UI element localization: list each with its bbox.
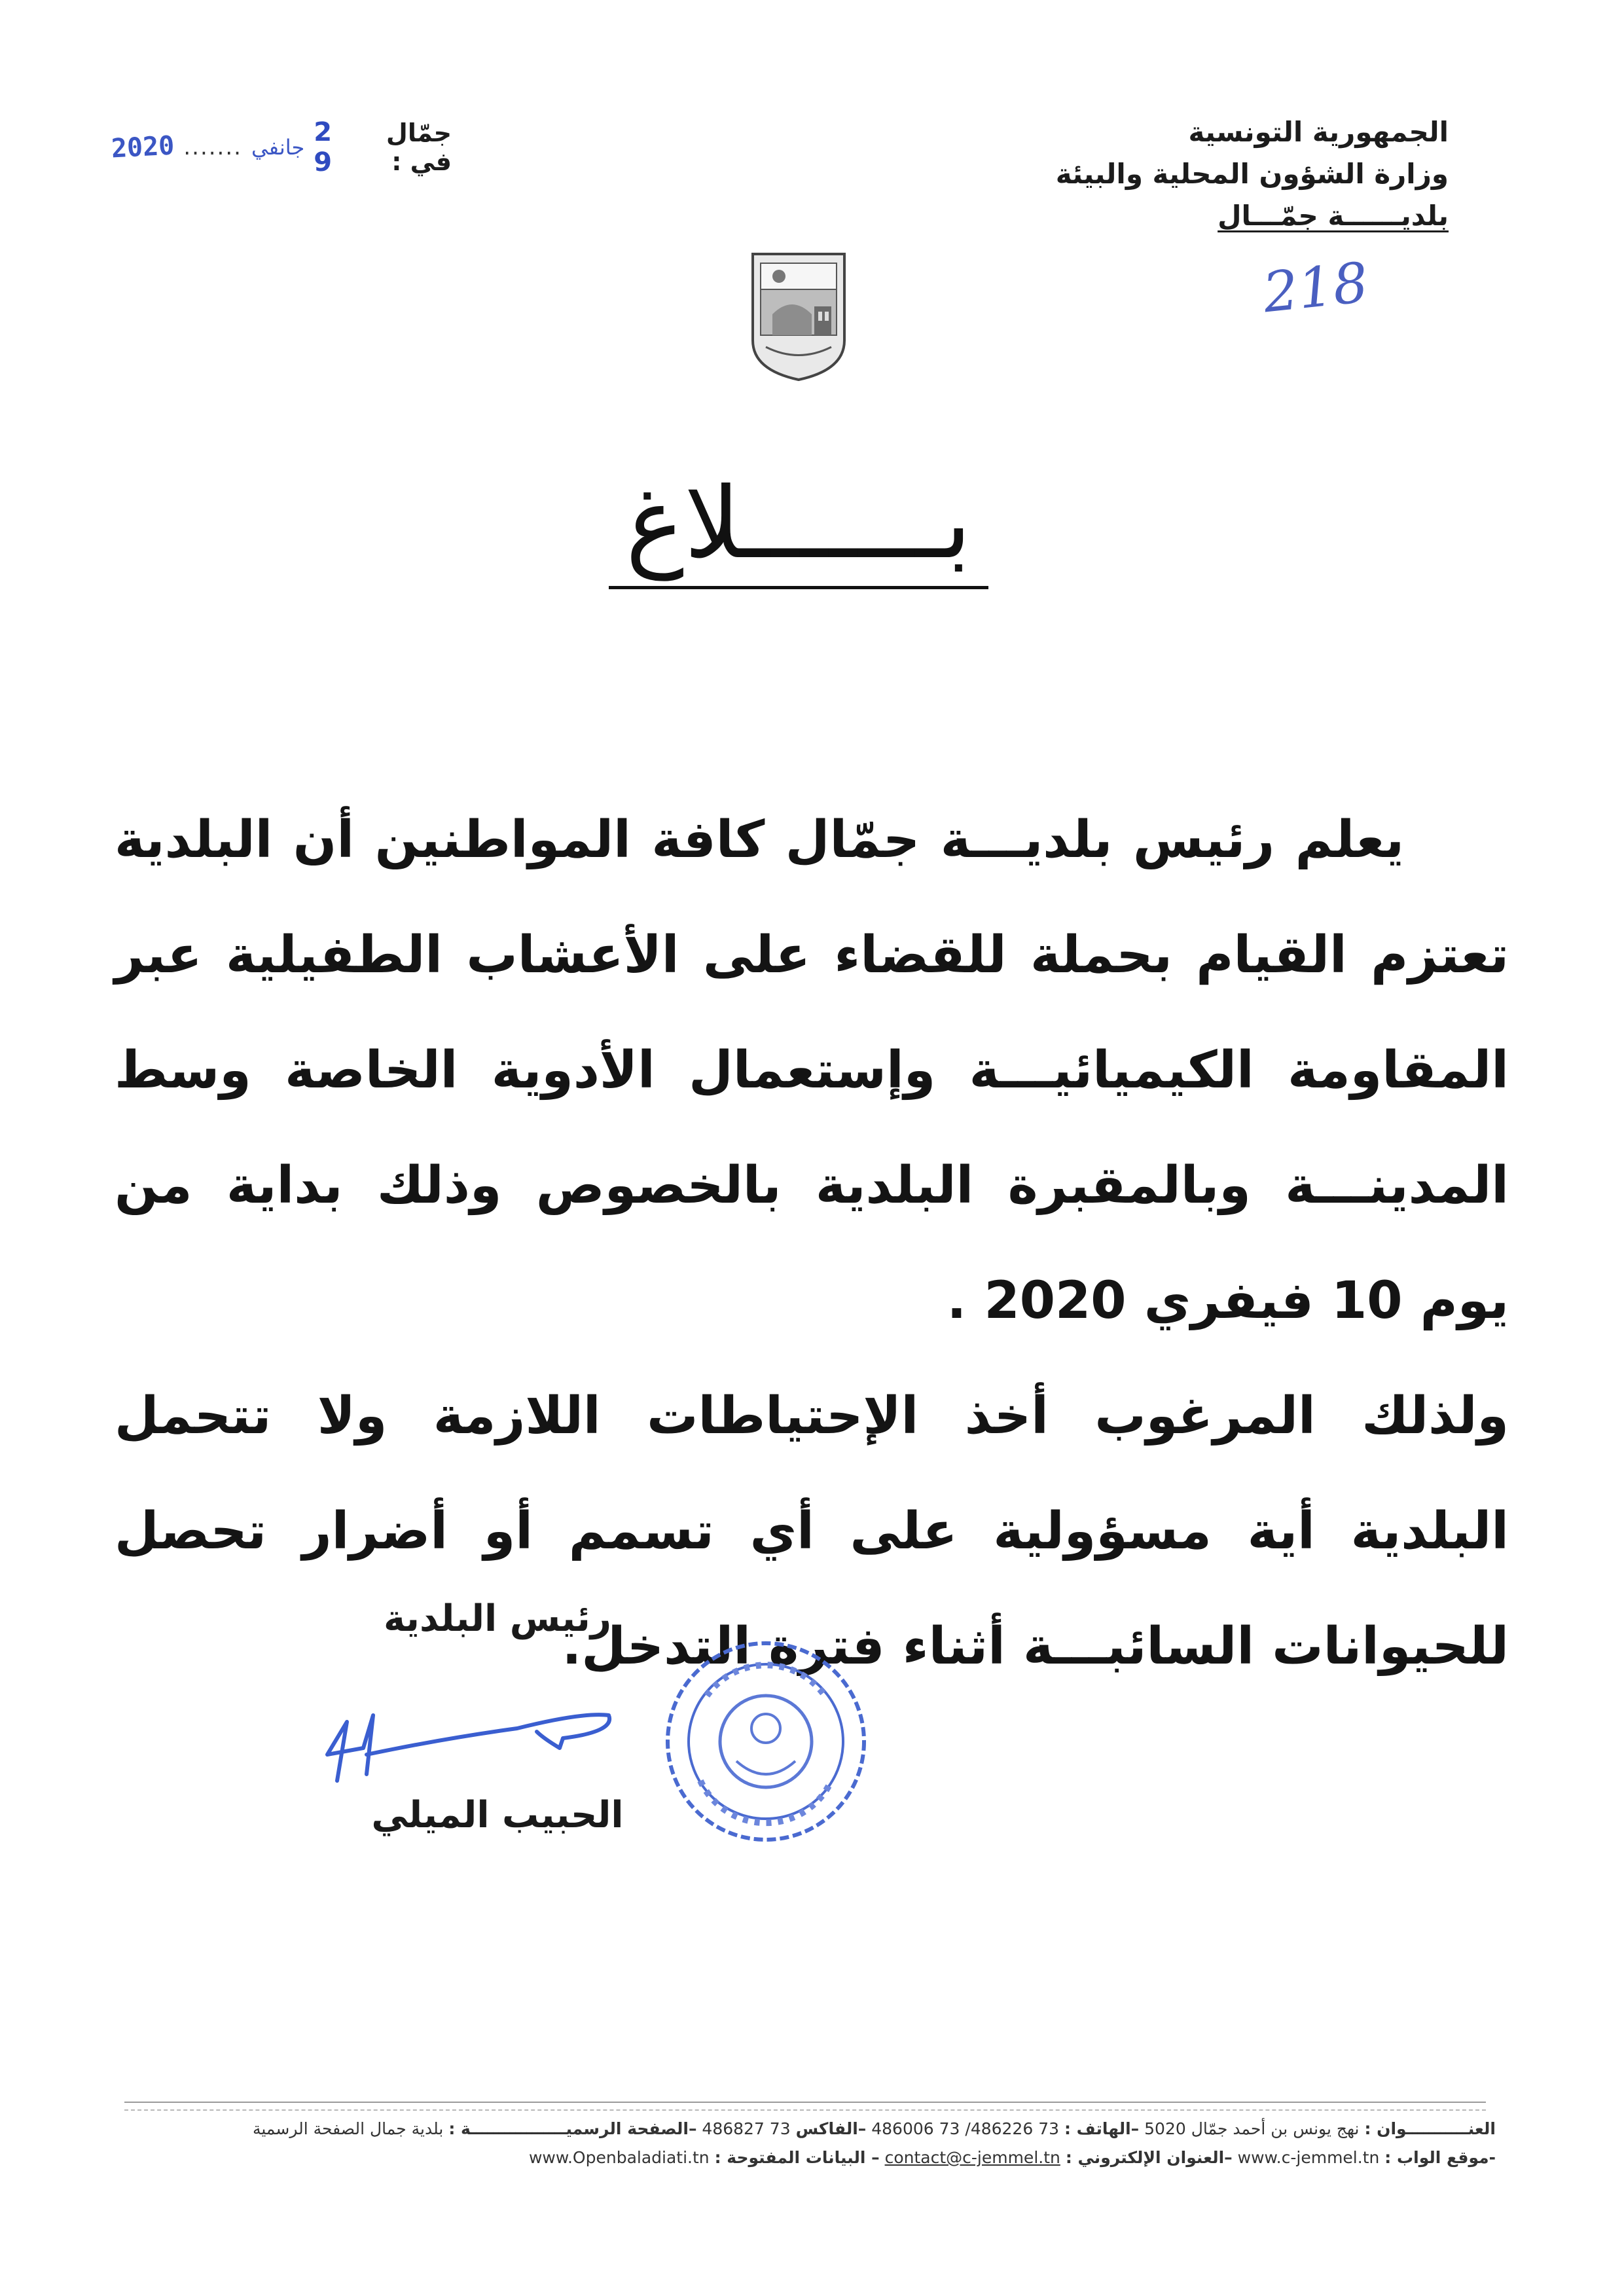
footer-phone-value: 486006 73 /486226 73 (871, 2119, 1060, 2138)
date-stamp-year: 2020 (110, 130, 175, 164)
footer-opendata-label: – البيانات المفتوحة : (714, 2148, 880, 2167)
footer-email-link[interactable]: contact@c-jemmel.tn (884, 2148, 1060, 2167)
date-stamp-day: 2 9 (314, 117, 333, 177)
date-stamp-month: جانفي (251, 135, 305, 160)
footer-fax-value: 486827 73 (702, 2119, 791, 2138)
footer-website-link[interactable]: www.c-jemmel.tn (1237, 2148, 1380, 2167)
footer-divider-dashed (124, 2109, 1486, 2111)
footer-line-1 (134, 2115, 1496, 2143)
ministry-name: وزارة الشؤون المحلية والبيئة (1055, 158, 1449, 190)
footer-address-value: نهج يونس بن أحمد جمّال 5020 (1144, 2119, 1360, 2138)
footer-official-page-label: –الصفحة الرسميـــــــــــــــــة : (448, 2119, 697, 2138)
signatory-title: رئيس البلدية (383, 1597, 612, 1640)
footer-contact-info (134, 2115, 1496, 2172)
notice-body (115, 782, 1509, 1704)
footer-email-label: –العنوان الإلكتروني : (1065, 2148, 1233, 2167)
footer-phone-label: –الهاتف : (1064, 2119, 1140, 2138)
footer-address-label: العنـــــــــــوان : (1364, 2119, 1496, 2138)
municipality-name: بلديــــــة جمّـــال (1218, 200, 1449, 232)
body-paragraph-1-text: يعلم رئيس بلديـــة جمّال كافة المواطنين أن البلدية تعتزم القيام بحملة للقضاء على الأعشاب الطفيلية عبر المقاومة الكيميائيـــة وإستعمال الأدوية الخاصة وسط المدينـــة وبالمقبرة البلدية بالخصوص وذلك بداية من يوم 10 فيفري 2020 . (115, 811, 1509, 1330)
date-stamp (110, 117, 452, 177)
republic-name: الجمهورية التونسية (1188, 116, 1449, 148)
official-seal-stamp (655, 1630, 877, 1853)
handwritten-reference-number: 218 (1259, 250, 1371, 325)
handwritten-signature (301, 1676, 641, 1794)
footer-fax-label: –الفاكس (795, 2119, 867, 2138)
signatory-name: الحبيب الميلي (371, 1794, 624, 1836)
municipality-emblem-icon (746, 249, 851, 383)
footer-opendata-link[interactable]: www.Openbaladiati.tn (528, 2148, 710, 2167)
footer-divider (124, 2102, 1486, 2103)
body-paragraph-1 (115, 782, 1509, 1358)
date-dots: ....... (183, 134, 242, 160)
footer-line-2 (134, 2143, 1496, 2172)
footer-website-label: -موقع الواب : (1384, 2148, 1496, 2167)
notice-title: بـــــــلاغ (625, 467, 972, 581)
letterhead (859, 111, 1449, 237)
title-underline (609, 586, 988, 589)
date-label: جمّال في : (386, 118, 452, 176)
body-paragraph-2-text: ولذلك المرغوب أخذ الإحتياطات اللازمة ولا تتحمل البلدية أية مسؤولية على أي تسمم أو أضرار تحصل للحيوانات السائبـــة أثناء فترة التدخل. (115, 1387, 1509, 1676)
footer-official-page-value: بلدية جمال الصفحة الرسمية (252, 2119, 444, 2138)
